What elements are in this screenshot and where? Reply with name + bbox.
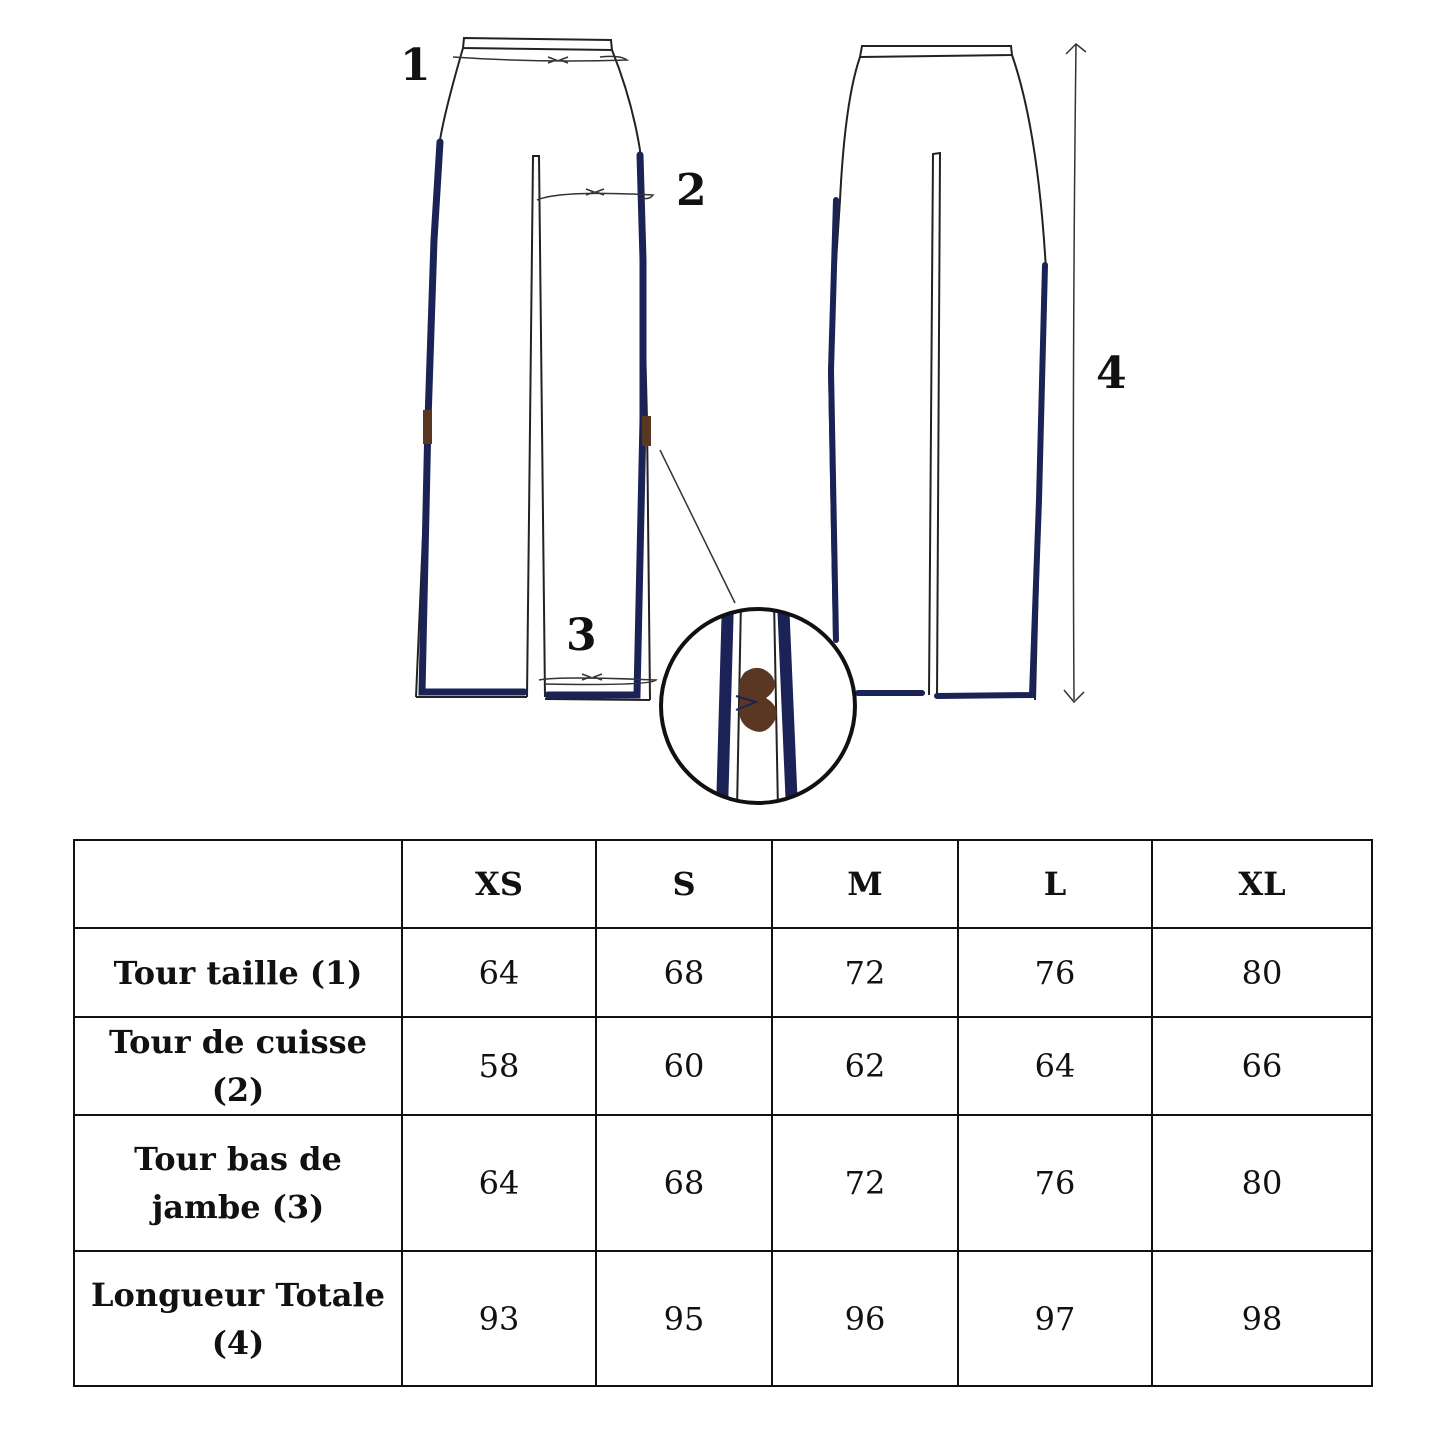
table-row (74, 928, 1372, 1017)
value-cell: 96 (772, 1251, 958, 1386)
marker-2: 2 (676, 165, 707, 216)
row-label: Tour taille (1) (74, 928, 402, 1017)
size-chart-table (73, 839, 1373, 1387)
table-row (74, 1017, 1372, 1115)
value-cell: 64 (402, 928, 596, 1017)
value-cell: 97 (958, 1251, 1152, 1386)
value-cell: 93 (402, 1251, 596, 1386)
value-cell: 58 (402, 1017, 596, 1115)
row-label: Longueur Totale (4) (74, 1251, 402, 1386)
measurement-arrows (453, 56, 735, 684)
value-cell: 64 (402, 1115, 596, 1251)
value-cell: 76 (958, 1115, 1152, 1251)
pants-front-view (416, 38, 650, 700)
pants-back-view (829, 46, 1046, 700)
zoom-detail (661, 600, 855, 810)
value-cell: 72 (772, 928, 958, 1017)
marker-3: 3 (566, 610, 597, 661)
value-cell: 76 (958, 928, 1152, 1017)
table-row (74, 1251, 1372, 1386)
value-cell: 64 (958, 1017, 1152, 1115)
row-label: Tour de cuisse (2) (74, 1017, 402, 1115)
table-header-row (74, 840, 1372, 928)
marker-1: 1 (400, 40, 431, 91)
value-cell: 98 (1152, 1251, 1372, 1386)
value-cell: 68 (596, 1115, 772, 1251)
header-cell: M (772, 840, 958, 928)
value-cell: 95 (596, 1251, 772, 1386)
header-cell: S (596, 840, 772, 928)
header-cell: XS (402, 840, 596, 928)
toggle-left (423, 410, 432, 444)
header-cell: L (958, 840, 1152, 928)
row-label: Tour bas de jambe (3) (74, 1115, 402, 1251)
marker-4: 4 (1096, 348, 1127, 399)
value-cell: 80 (1152, 1115, 1372, 1251)
header-cell: XL (1152, 840, 1372, 928)
value-cell: 68 (596, 928, 772, 1017)
value-cell: 66 (1152, 1017, 1372, 1115)
toggle-right (642, 416, 651, 446)
value-cell: 72 (772, 1115, 958, 1251)
value-cell: 80 (1152, 928, 1372, 1017)
value-cell: 60 (596, 1017, 772, 1115)
table-row (74, 1115, 1372, 1251)
value-cell: 62 (772, 1017, 958, 1115)
length-arrow (1064, 44, 1086, 702)
header-cell (74, 840, 402, 928)
